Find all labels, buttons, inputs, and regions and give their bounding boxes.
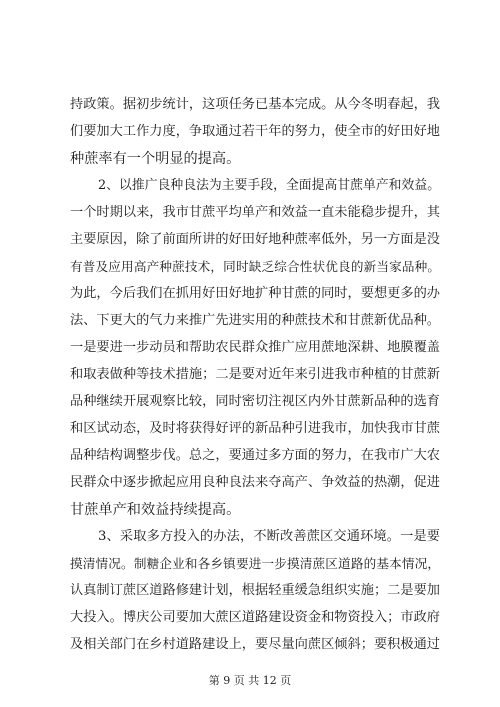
text-line: 为此，今后我们在抓用好田好地扩种甘蔗的同时，要想更多的办: [70, 286, 440, 301]
text-line: 一是要进一步动员和帮助农民群众推广应用蔗地深耕、地膜覆盖: [70, 340, 440, 355]
text-line: 和区试动态，及时将获得好评的新品种引进我市，加快我市甘蔗: [70, 421, 440, 436]
text-line: 大投入。博庆公司要加大蔗区道路建设资金和物资投入；市政府: [70, 610, 440, 625]
text-line: 品种结构调整步伐。总之，要通过多方面的努力，在我市广大农: [70, 448, 440, 463]
text-line: 摸清情况。制糖企业和各乡镇要进一步摸清蔗区道路的基本情况，: [70, 556, 440, 571]
text-line: 品种继续开展观察比较，同时密切注视区内外甘蔗新品种的选育: [70, 394, 440, 409]
text-line: 持政策。据初步统计，这项任务已基本完成。从今冬明春起，我: [70, 97, 440, 112]
text-line: 有普及应用高产种蔗技术，同时缺乏综合性状优良的新当家品种。: [70, 259, 440, 274]
text-line: 主要原因，除了前面所讲的好田好地种蔗率低外，另一方面是没: [70, 232, 440, 247]
paragraph-heading-2: 2、以推广良种良法为主要手段，全面提高甘蔗单产和效益。: [98, 178, 440, 193]
text-line: 们要加大工作力度，争取通过若干年的努力，使全市的好田好地: [70, 124, 440, 139]
text-line: 甘蔗单产和效益持续提高。: [70, 502, 241, 518]
text-line: 种蔗率有一个明显的提高。: [70, 151, 241, 167]
text-line: 及相关部门在乡村道路建设上，要尽量向蔗区倾斜；要积极通过: [70, 637, 440, 652]
text-line: 认真制订蔗区道路修建计划，根据轻重缓急组织实施；二是要加: [70, 583, 440, 598]
paragraph-heading-3: 3、采取多方投入的办法，不断改善蔗区交通环境。一是要: [98, 529, 440, 544]
text-line: 一个时期以来，我市甘蔗平均单产和效益一直未能稳步提升，其: [70, 205, 440, 220]
text-line: 和取表做种等技术措施；二是要对近年来引进我市种植的甘蔗新: [70, 367, 440, 382]
page-number-footer: 第 9 页 共 12 页: [208, 674, 292, 687]
text-line: 法、下更大的气力来推广先进实用的种蔗技术和甘蔗新优品种。: [70, 313, 440, 328]
text-line: 民群众中逐步掀起应用良种良法来夺高产、争效益的热潮，促进: [70, 475, 440, 490]
